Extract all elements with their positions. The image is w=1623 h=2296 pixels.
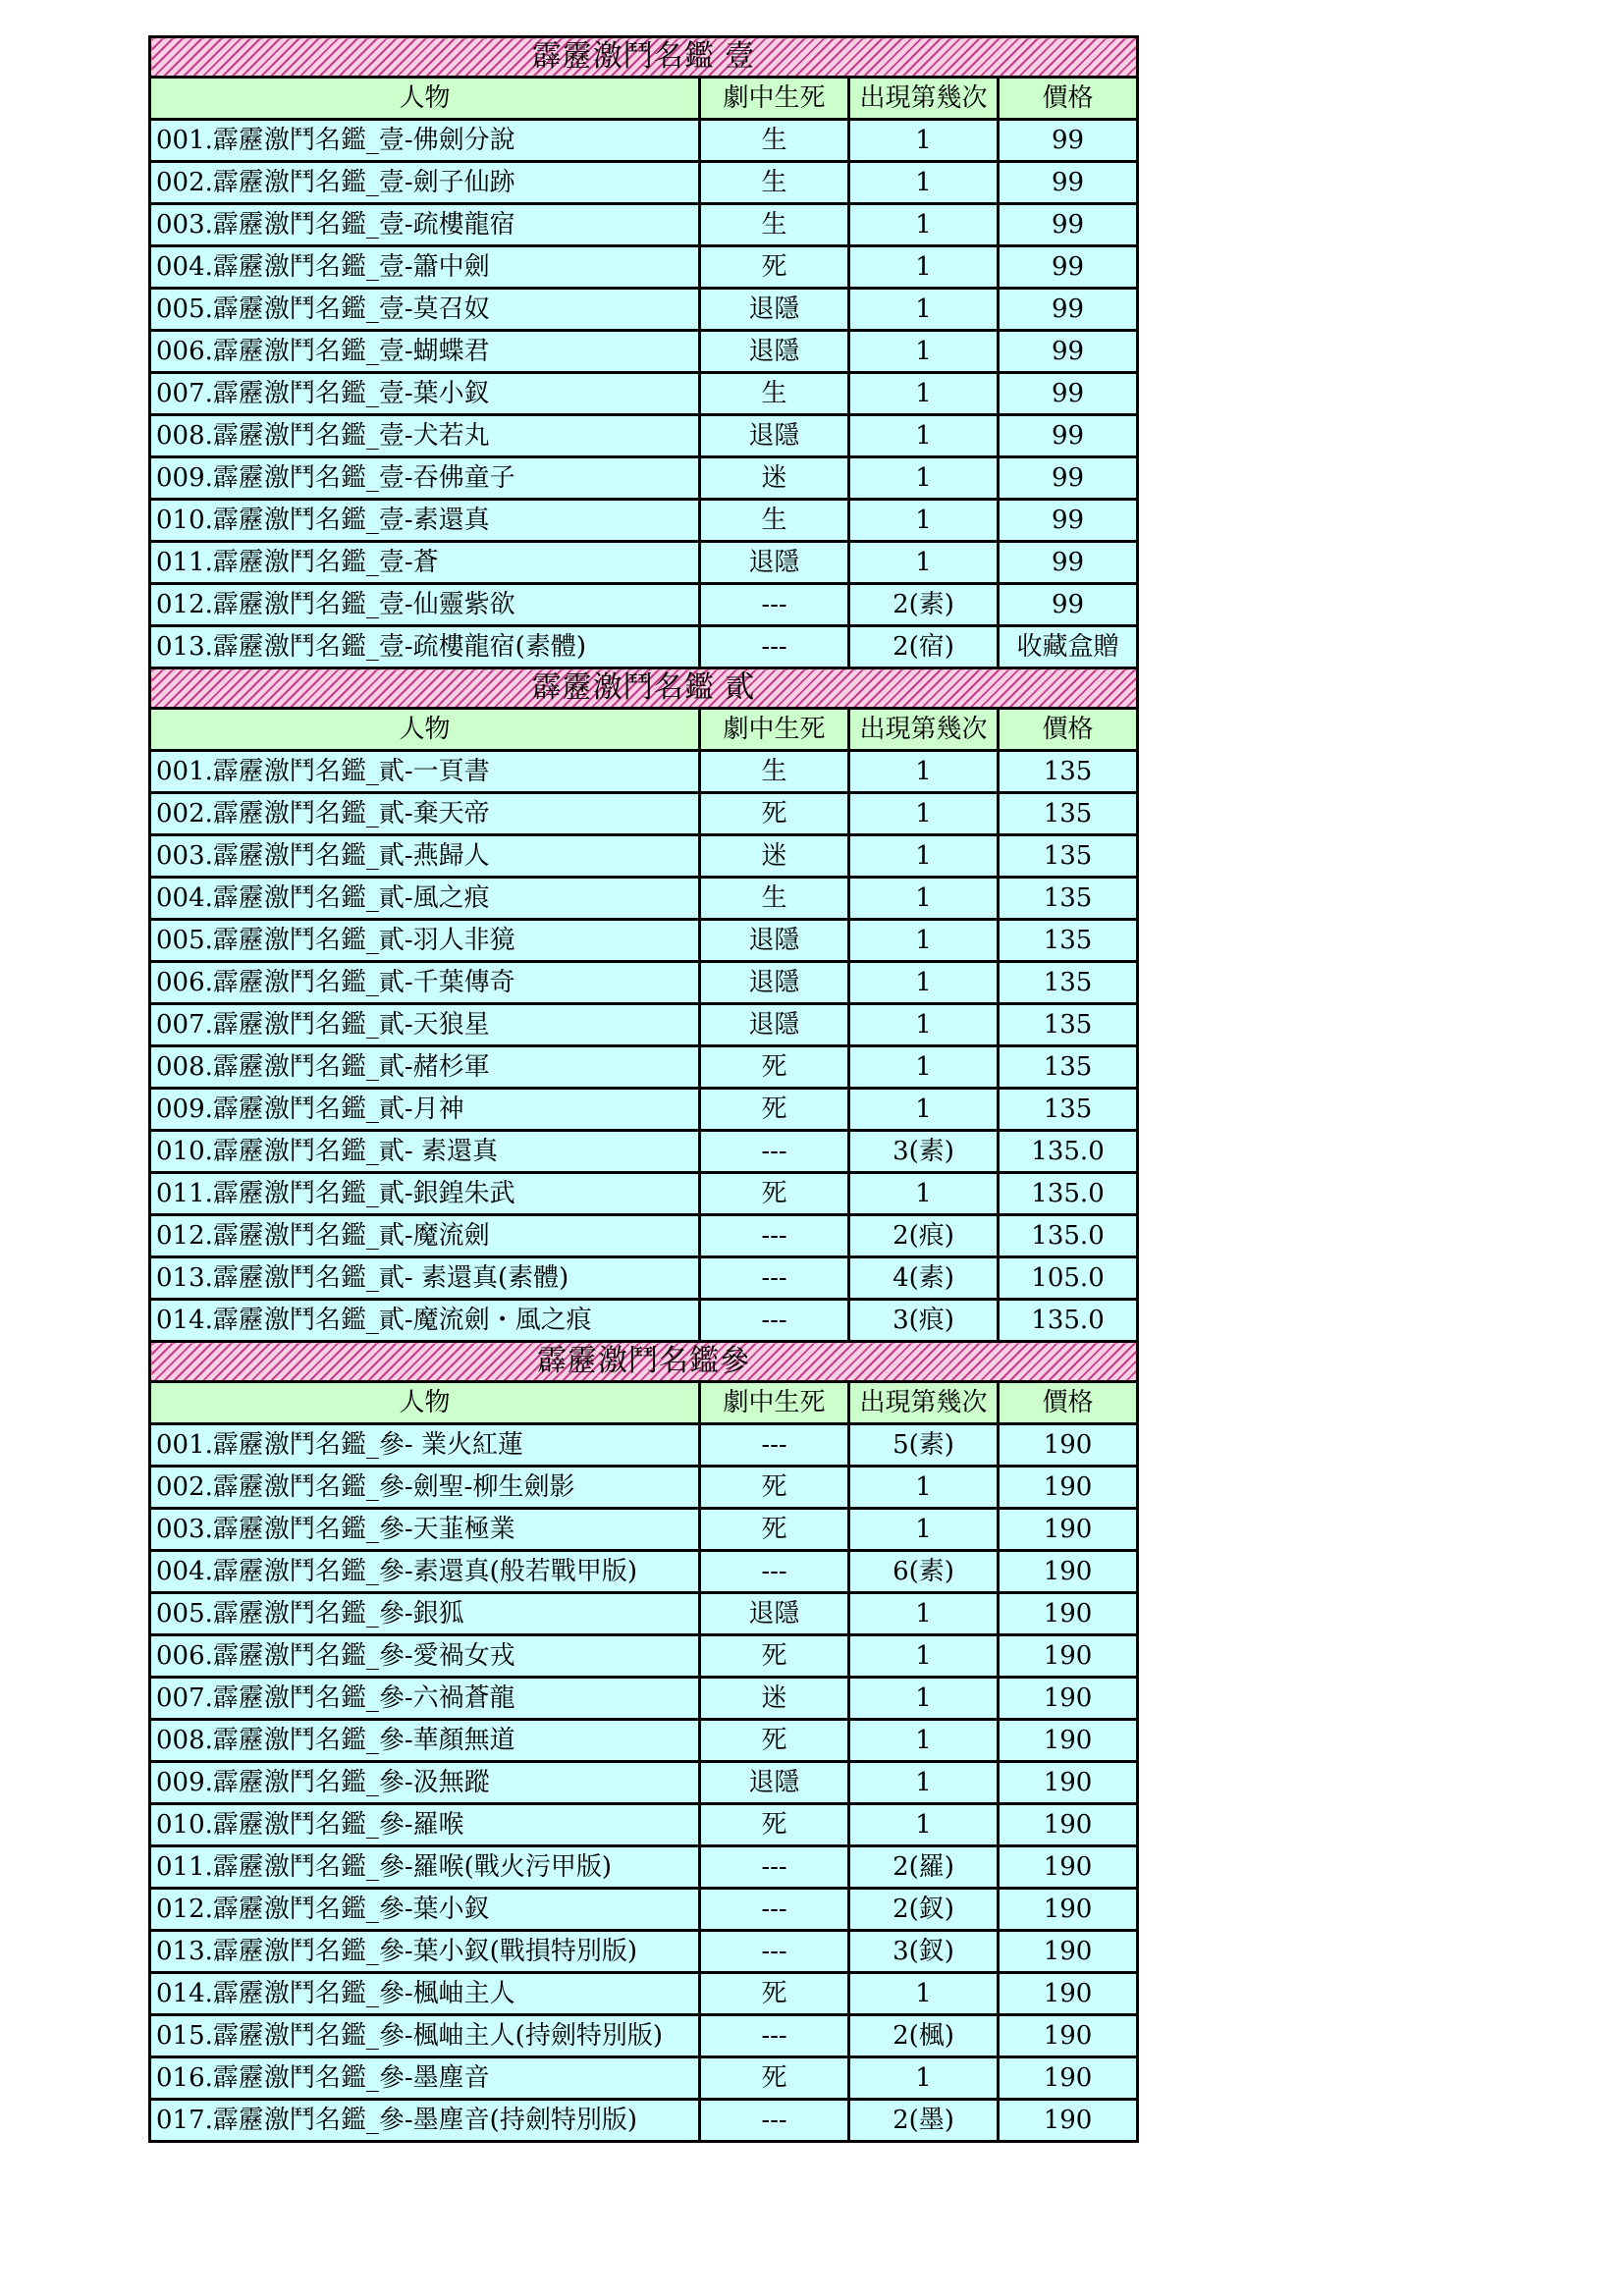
table-row bbox=[150, 1300, 1138, 1342]
character-name-cell: 013.霹靂激鬥名鑑_貳- 素還真(素體) bbox=[150, 1257, 700, 1300]
price-cell: 190 bbox=[999, 1889, 1138, 1931]
price-cell: 99 bbox=[999, 120, 1138, 162]
character-name-cell: 008.霹靂激鬥名鑑_貳-赭杉軍 bbox=[150, 1046, 700, 1089]
header-price: 價格 bbox=[999, 1382, 1138, 1424]
appearance-cell: 1 bbox=[849, 835, 999, 878]
character-name-cell: 012.霹靂激鬥名鑑_壹-仙靈紫欲 bbox=[150, 584, 700, 626]
appearance-cell: 1 bbox=[849, 2057, 999, 2100]
header-appearance: 出現第幾次 bbox=[849, 78, 999, 120]
character-name-cell: 004.霹靂激鬥名鑑_貳-風之痕 bbox=[150, 878, 700, 920]
price-cell: 99 bbox=[999, 373, 1138, 415]
section-title-row bbox=[150, 37, 1138, 78]
character-name-cell: 002.霹靂激鬥名鑑_貳-棄天帝 bbox=[150, 793, 700, 835]
section-title bbox=[150, 668, 1138, 709]
header-status: 劇中生死 bbox=[700, 709, 849, 751]
section-title-text: 霹靂激鬥名鑑 貳 bbox=[531, 670, 756, 705]
status-cell: 生 bbox=[700, 878, 849, 920]
table-row bbox=[150, 1846, 1138, 1889]
appearance-cell: 3(痕) bbox=[849, 1300, 999, 1342]
status-cell: --- bbox=[700, 1300, 849, 1342]
table-row bbox=[150, 751, 1138, 793]
table-row bbox=[150, 584, 1138, 626]
status-cell: --- bbox=[700, 2015, 849, 2057]
character-name-cell: 002.霹靂激鬥名鑑_壹-劍子仙跡 bbox=[150, 162, 700, 204]
status-cell: 生 bbox=[700, 204, 849, 246]
price-cell: 190 bbox=[999, 2015, 1138, 2057]
table-row bbox=[150, 1046, 1138, 1089]
price-cell: 190 bbox=[999, 2057, 1138, 2100]
appearance-cell: 2(痕) bbox=[849, 1215, 999, 1257]
appearance-cell: 1 bbox=[849, 1678, 999, 1720]
price-cell: 135 bbox=[999, 793, 1138, 835]
table-row bbox=[150, 1424, 1138, 1467]
character-name-cell: 011.霹靂激鬥名鑑_參-羅喉(戰火污甲版) bbox=[150, 1846, 700, 1889]
status-cell: --- bbox=[700, 626, 849, 668]
appearance-cell: 1 bbox=[849, 373, 999, 415]
character-name-cell: 012.霹靂激鬥名鑑_貳-魔流劍 bbox=[150, 1215, 700, 1257]
header-price: 價格 bbox=[999, 709, 1138, 751]
header-status: 劇中生死 bbox=[700, 78, 849, 120]
price-cell: 135 bbox=[999, 962, 1138, 1004]
character-name-cell: 005.霹靂激鬥名鑑_貳-羽人非獍 bbox=[150, 920, 700, 962]
header-appearance: 出現第幾次 bbox=[849, 1382, 999, 1424]
character-name-cell: 006.霹靂激鬥名鑑_壹-蝴蝶君 bbox=[150, 331, 700, 373]
status-cell: 死 bbox=[700, 793, 849, 835]
status-cell: 死 bbox=[700, 1973, 849, 2015]
table-row bbox=[150, 120, 1138, 162]
appearance-cell: 1 bbox=[849, 1804, 999, 1846]
price-cell: 135.0 bbox=[999, 1173, 1138, 1215]
price-cell: 收藏盒贈 bbox=[999, 626, 1138, 668]
status-cell: 死 bbox=[700, 1804, 849, 1846]
appearance-cell: 1 bbox=[849, 1973, 999, 2015]
table-body bbox=[150, 37, 1138, 2142]
appearance-cell: 1 bbox=[849, 793, 999, 835]
table-row bbox=[150, 2100, 1138, 2142]
appearance-cell: 1 bbox=[849, 331, 999, 373]
appearance-cell: 1 bbox=[849, 1635, 999, 1678]
price-cell: 135.0 bbox=[999, 1300, 1138, 1342]
status-cell: 退隱 bbox=[700, 415, 849, 457]
price-cell: 190 bbox=[999, 1720, 1138, 1762]
character-name-cell: 006.霹靂激鬥名鑑_貳-千葉傳奇 bbox=[150, 962, 700, 1004]
character-name-cell: 010.霹靂激鬥名鑑_參-羅喉 bbox=[150, 1804, 700, 1846]
appearance-cell: 1 bbox=[849, 1173, 999, 1215]
character-name-cell: 013.霹靂激鬥名鑑_壹-疏樓龍宿(素體) bbox=[150, 626, 700, 668]
table-row bbox=[150, 1889, 1138, 1931]
character-name-cell: 007.霹靂激鬥名鑑_參-六禍蒼龍 bbox=[150, 1678, 700, 1720]
table-row bbox=[150, 626, 1138, 668]
table-row bbox=[150, 500, 1138, 542]
section-title-text: 霹靂激鬥名鑑參 bbox=[537, 1344, 751, 1378]
table-row bbox=[150, 1173, 1138, 1215]
status-cell: 退隱 bbox=[700, 1593, 849, 1635]
section-title-row bbox=[150, 668, 1138, 709]
appearance-cell: 1 bbox=[849, 162, 999, 204]
status-cell: 迷 bbox=[700, 457, 849, 500]
character-name-cell: 017.霹靂激鬥名鑑_參-墨塵音(持劍特別版) bbox=[150, 2100, 700, 2142]
status-cell: --- bbox=[700, 1131, 849, 1173]
character-name-cell: 003.霹靂激鬥名鑑_壹-疏樓龍宿 bbox=[150, 204, 700, 246]
status-cell: 退隱 bbox=[700, 1762, 849, 1804]
character-name-cell: 007.霹靂激鬥名鑑_壹-葉小釵 bbox=[150, 373, 700, 415]
table-row bbox=[150, 878, 1138, 920]
character-name-cell: 015.霹靂激鬥名鑑_參-楓岫主人(持劍特別版) bbox=[150, 2015, 700, 2057]
status-cell: 死 bbox=[700, 1509, 849, 1551]
appearance-cell: 1 bbox=[849, 415, 999, 457]
character-name-cell: 009.霹靂激鬥名鑑_參-汲無蹤 bbox=[150, 1762, 700, 1804]
character-name-cell: 016.霹靂激鬥名鑑_參-墨塵音 bbox=[150, 2057, 700, 2100]
status-cell: 生 bbox=[700, 751, 849, 793]
appearance-cell: 1 bbox=[849, 1720, 999, 1762]
price-cell: 135 bbox=[999, 1004, 1138, 1046]
character-name-cell: 013.霹靂激鬥名鑑_參-葉小釵(戰損特別版) bbox=[150, 1931, 700, 1973]
appearance-cell: 3(素) bbox=[849, 1131, 999, 1173]
character-name-cell: 004.霹靂激鬥名鑑_壹-簫中劍 bbox=[150, 246, 700, 289]
appearance-cell: 1 bbox=[849, 1004, 999, 1046]
status-cell: --- bbox=[700, 1551, 849, 1593]
status-cell: --- bbox=[700, 1424, 849, 1467]
appearance-cell: 2(楓) bbox=[849, 2015, 999, 2057]
character-name-cell: 001.霹靂激鬥名鑑_貳-一頁書 bbox=[150, 751, 700, 793]
character-name-cell: 009.霹靂激鬥名鑑_壹-吞佛童子 bbox=[150, 457, 700, 500]
table-row bbox=[150, 331, 1138, 373]
status-cell: 退隱 bbox=[700, 962, 849, 1004]
appearance-cell: 3(釵) bbox=[849, 1931, 999, 1973]
table-row bbox=[150, 793, 1138, 835]
appearance-cell: 1 bbox=[849, 1593, 999, 1635]
character-name-cell: 008.霹靂激鬥名鑑_壹-犬若丸 bbox=[150, 415, 700, 457]
table-row bbox=[150, 1004, 1138, 1046]
character-name-cell: 012.霹靂激鬥名鑑_參-葉小釵 bbox=[150, 1889, 700, 1931]
price-cell: 99 bbox=[999, 500, 1138, 542]
appearance-cell: 2(墨) bbox=[849, 2100, 999, 2142]
status-cell: 死 bbox=[700, 1046, 849, 1089]
price-cell: 190 bbox=[999, 1635, 1138, 1678]
price-cell: 135.0 bbox=[999, 1215, 1138, 1257]
status-cell: 迷 bbox=[700, 1678, 849, 1720]
section-title bbox=[150, 1342, 1138, 1382]
character-name-cell: 001.霹靂激鬥名鑑_參- 業火紅蓮 bbox=[150, 1424, 700, 1467]
price-cell: 135 bbox=[999, 920, 1138, 962]
character-name-cell: 014.霹靂激鬥名鑑_貳-魔流劍・風之痕 bbox=[150, 1300, 700, 1342]
status-cell: 生 bbox=[700, 120, 849, 162]
table-row bbox=[150, 1467, 1138, 1509]
price-cell: 99 bbox=[999, 204, 1138, 246]
table-row bbox=[150, 162, 1138, 204]
status-cell: 死 bbox=[700, 1720, 849, 1762]
price-cell: 99 bbox=[999, 542, 1138, 584]
table-row bbox=[150, 835, 1138, 878]
status-cell: 退隱 bbox=[700, 289, 849, 331]
table-row bbox=[150, 1931, 1138, 1973]
price-cell: 135 bbox=[999, 878, 1138, 920]
table-row bbox=[150, 2057, 1138, 2100]
table-row bbox=[150, 1509, 1138, 1551]
appearance-cell: 1 bbox=[849, 120, 999, 162]
appearance-cell: 6(素) bbox=[849, 1551, 999, 1593]
status-cell: 生 bbox=[700, 162, 849, 204]
price-cell: 190 bbox=[999, 1762, 1138, 1804]
status-cell: 生 bbox=[700, 500, 849, 542]
character-name-cell: 008.霹靂激鬥名鑑_參-華顏無道 bbox=[150, 1720, 700, 1762]
appearance-cell: 1 bbox=[849, 878, 999, 920]
status-cell: --- bbox=[700, 584, 849, 626]
status-cell: 生 bbox=[700, 373, 849, 415]
appearance-cell: 1 bbox=[849, 289, 999, 331]
price-cell: 135 bbox=[999, 1046, 1138, 1089]
appearance-cell: 1 bbox=[849, 751, 999, 793]
table-row bbox=[150, 1635, 1138, 1678]
character-name-cell: 014.霹靂激鬥名鑑_參-楓岫主人 bbox=[150, 1973, 700, 2015]
status-cell: --- bbox=[700, 1846, 849, 1889]
table-row bbox=[150, 289, 1138, 331]
status-cell: 死 bbox=[700, 1173, 849, 1215]
price-cell: 190 bbox=[999, 1551, 1138, 1593]
appearance-cell: 2(釵) bbox=[849, 1889, 999, 1931]
header-character: 人物 bbox=[150, 709, 700, 751]
header-status: 劇中生死 bbox=[700, 1382, 849, 1424]
status-cell: 迷 bbox=[700, 835, 849, 878]
status-cell: --- bbox=[700, 1931, 849, 1973]
table-row bbox=[150, 1089, 1138, 1131]
table-row bbox=[150, 1215, 1138, 1257]
header-character: 人物 bbox=[150, 1382, 700, 1424]
price-cell: 135 bbox=[999, 835, 1138, 878]
price-cell: 135.0 bbox=[999, 1131, 1138, 1173]
price-cell: 190 bbox=[999, 1467, 1138, 1509]
table-row bbox=[150, 204, 1138, 246]
price-cell: 99 bbox=[999, 289, 1138, 331]
status-cell: 死 bbox=[700, 1467, 849, 1509]
character-name-cell: 009.霹靂激鬥名鑑_貳-月神 bbox=[150, 1089, 700, 1131]
price-list-sheet bbox=[148, 35, 1136, 2143]
character-name-cell: 010.霹靂激鬥名鑑_貳- 素還真 bbox=[150, 1131, 700, 1173]
appearance-cell: 1 bbox=[849, 1762, 999, 1804]
appearance-cell: 1 bbox=[849, 1509, 999, 1551]
character-name-cell: 004.霹靂激鬥名鑑_參-素還真(般若戰甲版) bbox=[150, 1551, 700, 1593]
price-cell: 190 bbox=[999, 1678, 1138, 1720]
price-cell: 190 bbox=[999, 1804, 1138, 1846]
appearance-cell: 1 bbox=[849, 457, 999, 500]
table-row bbox=[150, 1131, 1138, 1173]
table-row bbox=[150, 457, 1138, 500]
header-row bbox=[150, 1382, 1138, 1424]
price-cell: 190 bbox=[999, 1424, 1138, 1467]
status-cell: --- bbox=[700, 1889, 849, 1931]
price-cell: 135 bbox=[999, 751, 1138, 793]
table-row bbox=[150, 1678, 1138, 1720]
price-cell: 190 bbox=[999, 2100, 1138, 2142]
price-cell: 190 bbox=[999, 1593, 1138, 1635]
character-name-cell: 003.霹靂激鬥名鑑_參-天韮極業 bbox=[150, 1509, 700, 1551]
character-name-cell: 005.霹靂激鬥名鑑_壹-莫召奴 bbox=[150, 289, 700, 331]
appearance-cell: 2(宿) bbox=[849, 626, 999, 668]
section-title bbox=[150, 37, 1138, 78]
price-cell: 135 bbox=[999, 1089, 1138, 1131]
appearance-cell: 5(素) bbox=[849, 1424, 999, 1467]
character-name-cell: 001.霹靂激鬥名鑑_壹-佛劍分說 bbox=[150, 120, 700, 162]
character-name-cell: 011.霹靂激鬥名鑑_壹-蒼 bbox=[150, 542, 700, 584]
table-row bbox=[150, 1551, 1138, 1593]
price-cell: 99 bbox=[999, 584, 1138, 626]
price-cell: 99 bbox=[999, 331, 1138, 373]
status-cell: 退隱 bbox=[700, 331, 849, 373]
appearance-cell: 1 bbox=[849, 1046, 999, 1089]
status-cell: 退隱 bbox=[700, 542, 849, 584]
price-cell: 190 bbox=[999, 1846, 1138, 1889]
price-cell: 99 bbox=[999, 162, 1138, 204]
price-list-table bbox=[148, 35, 1139, 2143]
character-name-cell: 006.霹靂激鬥名鑑_參-愛禍女戎 bbox=[150, 1635, 700, 1678]
status-cell: --- bbox=[700, 1257, 849, 1300]
appearance-cell: 2(素) bbox=[849, 584, 999, 626]
table-row bbox=[150, 920, 1138, 962]
price-cell: 190 bbox=[999, 1509, 1138, 1551]
appearance-cell: 1 bbox=[849, 542, 999, 584]
header-appearance: 出現第幾次 bbox=[849, 709, 999, 751]
table-row bbox=[150, 1720, 1138, 1762]
appearance-cell: 1 bbox=[849, 500, 999, 542]
table-row bbox=[150, 1762, 1138, 1804]
status-cell: --- bbox=[700, 1215, 849, 1257]
table-row bbox=[150, 542, 1138, 584]
header-row bbox=[150, 78, 1138, 120]
character-name-cell: 007.霹靂激鬥名鑑_貳-天狼星 bbox=[150, 1004, 700, 1046]
appearance-cell: 4(素) bbox=[849, 1257, 999, 1300]
appearance-cell: 1 bbox=[849, 962, 999, 1004]
appearance-cell: 1 bbox=[849, 1089, 999, 1131]
character-name-cell: 003.霹靂激鬥名鑑_貳-燕歸人 bbox=[150, 835, 700, 878]
character-name-cell: 002.霹靂激鬥名鑑_參-劍聖-柳生劍影 bbox=[150, 1467, 700, 1509]
character-name-cell: 011.霹靂激鬥名鑑_貳-銀鍠朱武 bbox=[150, 1173, 700, 1215]
table-row bbox=[150, 1593, 1138, 1635]
price-cell: 99 bbox=[999, 415, 1138, 457]
table-row bbox=[150, 1804, 1138, 1846]
status-cell: 退隱 bbox=[700, 1004, 849, 1046]
table-row bbox=[150, 1257, 1138, 1300]
price-cell: 99 bbox=[999, 246, 1138, 289]
price-cell: 99 bbox=[999, 457, 1138, 500]
status-cell: 退隱 bbox=[700, 920, 849, 962]
table-row bbox=[150, 373, 1138, 415]
section-title-text: 霹靂激鬥名鑑 壹 bbox=[531, 39, 756, 74]
table-row bbox=[150, 1973, 1138, 2015]
table-row bbox=[150, 962, 1138, 1004]
table-row bbox=[150, 246, 1138, 289]
appearance-cell: 1 bbox=[849, 1467, 999, 1509]
price-cell: 105.0 bbox=[999, 1257, 1138, 1300]
appearance-cell: 1 bbox=[849, 204, 999, 246]
price-cell: 190 bbox=[999, 1931, 1138, 1973]
header-row bbox=[150, 709, 1138, 751]
header-character: 人物 bbox=[150, 78, 700, 120]
status-cell: --- bbox=[700, 2100, 849, 2142]
table-row bbox=[150, 415, 1138, 457]
table-row bbox=[150, 2015, 1138, 2057]
appearance-cell: 1 bbox=[849, 246, 999, 289]
appearance-cell: 2(羅) bbox=[849, 1846, 999, 1889]
section-title-row bbox=[150, 1342, 1138, 1382]
header-price: 價格 bbox=[999, 78, 1138, 120]
price-cell: 190 bbox=[999, 1973, 1138, 2015]
status-cell: 死 bbox=[700, 1635, 849, 1678]
character-name-cell: 010.霹靂激鬥名鑑_壹-素還真 bbox=[150, 500, 700, 542]
appearance-cell: 1 bbox=[849, 920, 999, 962]
character-name-cell: 005.霹靂激鬥名鑑_參-銀狐 bbox=[150, 1593, 700, 1635]
status-cell: 死 bbox=[700, 2057, 849, 2100]
status-cell: 死 bbox=[700, 246, 849, 289]
status-cell: 死 bbox=[700, 1089, 849, 1131]
